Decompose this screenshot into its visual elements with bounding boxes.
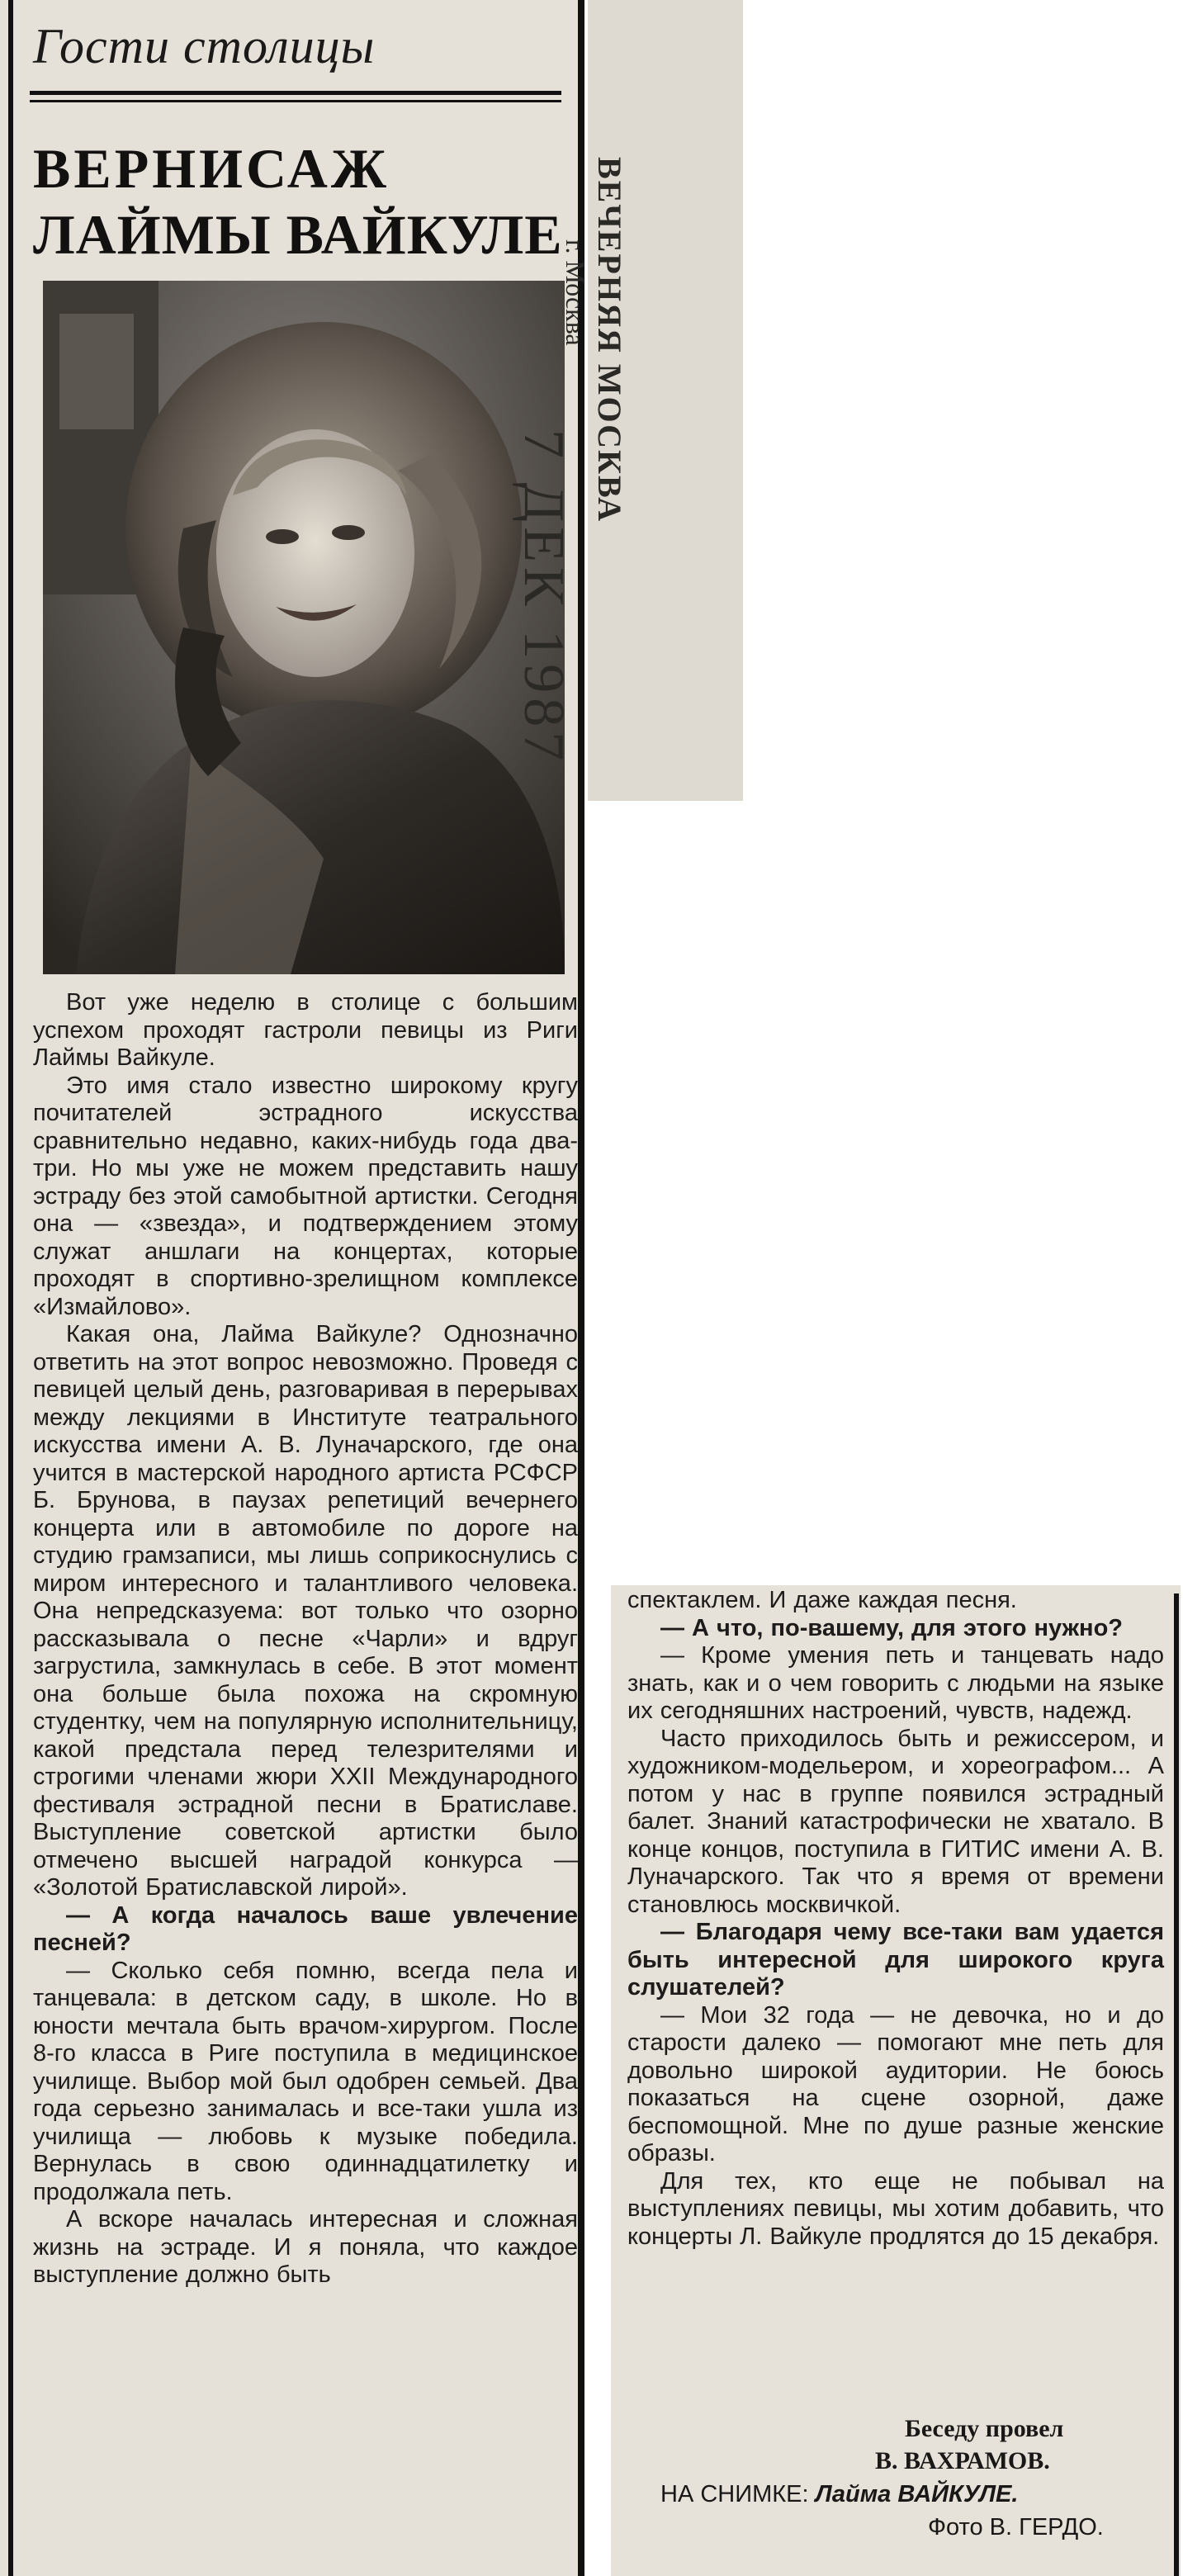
caption-label: НА СНИМКЕ: (660, 2481, 809, 2507)
paragraph-left-5: А вскоре началась интересная и сложная жизнь на эстраде. И я поняла, что каждое выступление должно быть (33, 2206, 578, 2288)
portrait-photo (43, 281, 565, 974)
rubric-rule-top (30, 91, 561, 95)
rubric-heading: Гости столицы (33, 19, 376, 73)
question-right-4: — Благодаря чему все-таки вам удается быть интересной для широкого круга слушателей? (627, 1919, 1164, 2001)
question-right-1: — А что, по-вашему, для этого нужно? (660, 1614, 1124, 1641)
stamp-newspaper: ВЕЧЕРНЯЯ МОСКВА (591, 157, 628, 523)
byline-author: В. ВАХРАМОВ. (875, 2447, 1050, 2474)
stamp-date: 7 ДЕК 1987 (512, 429, 575, 766)
right-column-text (627, 1587, 1164, 2251)
paragraph-left-1: Это имя стало известно широкому кругу почитателей эстрадного искусства сравнительно недавно, каких-нибудь года два-три. Но мы уже не можем представить нашу эстраду без этой самобытной артистки. Сегодня она — «звезда», и подтверждением этому служат аншлаги на концертах, которые проходят в спортивно-зрелищном комплексе «Измайлово». (33, 1072, 578, 1320)
stamp-city: г. Москва (561, 239, 590, 346)
paragraph-right-6: Для тех, кто еще не побывал на выступлениях певицы, мы хотим добавить, что концерты Л. Вайкуле продлятся до 15 декабря. (627, 2167, 1164, 2250)
paragraph-right-2: — Кроме умения петь и танцевать надо знать, как и о чем говорить с людьми на языке их сегодняшних настроений, чувств, надежд. (627, 1642, 1164, 1724)
headline-line-2: ЛАЙМЫ ВАЙКУЛЕ (33, 203, 563, 266)
rubric-rule-bottom (30, 100, 561, 102)
paragraph-right-5: — Мои 32 года — не девочка, но и до старости далеко — помогают мне петь для довольно широкой аудитории. Не боюсь показаться на сцене озорной, даже беспомощной. Мне по душе разные женские образы. (627, 2001, 1164, 2166)
date-stamp (494, 157, 628, 766)
photo-credit: Фото В. ГЕРДО. (928, 2514, 1104, 2540)
byline-conducted: Беседу провел (905, 2415, 1064, 2442)
photo-caption (660, 2481, 1018, 2508)
headline-line-1: ВЕРНИСАЖ (33, 137, 390, 200)
paragraph-right-0: спектаклем. И даже каждая песня. (627, 1587, 1017, 1613)
question-left-3: — А когда началось ваше увлечение песней? (33, 1901, 578, 1956)
paragraph-right-3: Часто приходилось быть и режиссером, и художником-модельером, и хореографом... А потом у нас в группе появился эстрадный балет. Знаний катастрофически не хватало. В конце концов, поступила в ГИТИС имени А. В. Луначарского. Так что я время от времени становлюсь москвичкой. (627, 1725, 1164, 1918)
left-border-rule (8, 0, 13, 2576)
paragraph-left-2: Какая она, Лайма Вайкуле? Однозначно ответить на этот вопрос невозможно. Проведя с певицей целый день, разговаривая в перерывах между лекциями в Институте театрального искусства имени А. В. Луначарского, где она учится в мастерской народного артиста РСФСР Б. Брунова, в паузах репетиций вечернего концерта или в автомобиле по дороге на студию грамзаписи, мы лишь соприкоснулись с миром интересного и талантливого человека. Она непредсказуема: вот только что озорно рассказывала о песне «Чарли» и вдруг загрустила, замкнулась в себе. В этот момент она больше была похожа на скромную студентку, чем на популярную исполнительницу, какой предстала перед телезрителями и строгими членами жюри XXII Международного фестиваля эстрадной песни в Братиславе. Выступление советской артистки было отмечено высшей наградой конкурса — «Золотой Братиславской лирой». (33, 1321, 578, 1901)
portrait-illustration (43, 281, 565, 974)
paragraph-left-4: — Сколько себя помню, всегда пела и танцевала: в детском саду, в школе. Но в юности мечтала быть врачом-хирургом. После 8-го класса в Риге поступила в медицинское училище. Выбор мой был одобрен семьей. Два года серьезно занималась и все-таки ушла из училища — любовь к музыке победила. Вернулась в свою одиннадцатилетку и продолжала петь. (33, 1957, 578, 2205)
right-border-rule (1174, 1593, 1179, 2576)
paragraph-left-0: Вот уже неделю в столице с большим успехом проходят гастроли певицы из Риги Лаймы Вайкуле. (33, 989, 578, 1071)
left-column-text (33, 989, 578, 2290)
caption-name: Лайма ВАЙКУЛЕ. (815, 2481, 1019, 2507)
